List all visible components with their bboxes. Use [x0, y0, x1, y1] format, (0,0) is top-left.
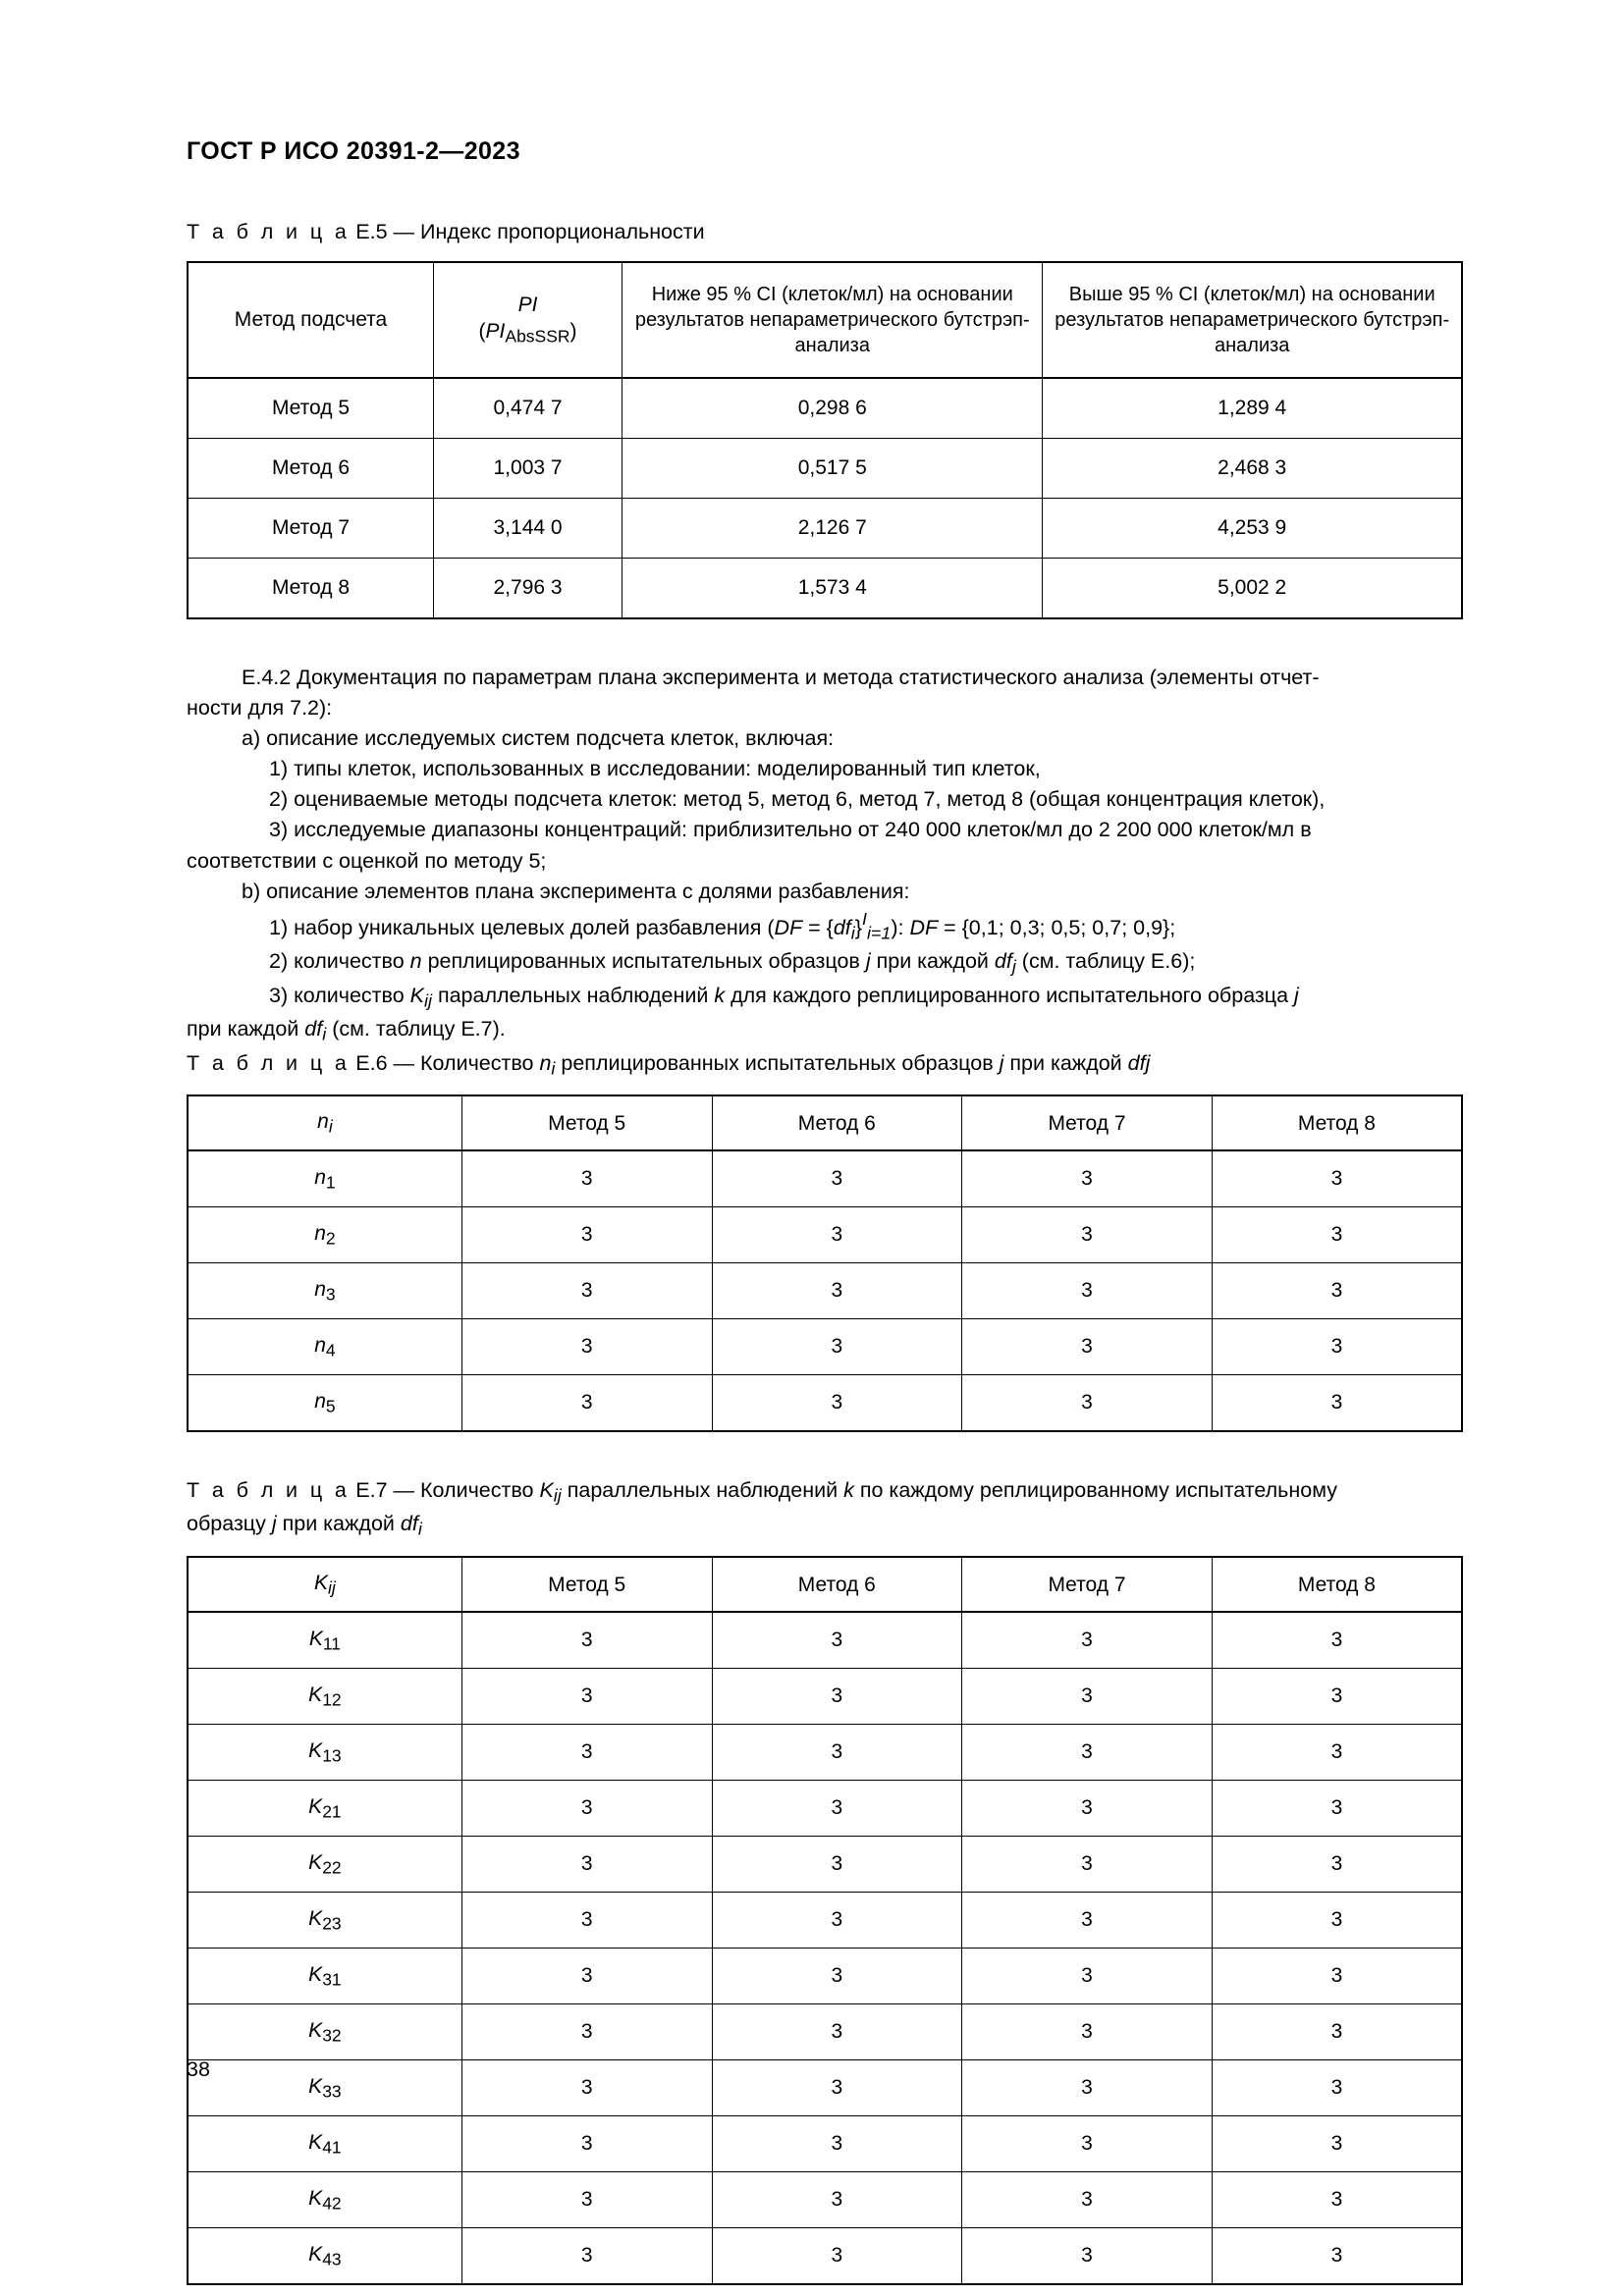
K-symbol: K: [308, 2074, 323, 2098]
K-subscript: 22: [322, 1856, 342, 1877]
paragraph-item-b: b) описание элементов плана эксперимента с долями разбавления:: [242, 879, 910, 903]
table-e7-cell: 3: [962, 2004, 1213, 2060]
table-e6-cell: 3: [461, 1263, 712, 1319]
table-e7-cell: 3: [1212, 1893, 1462, 1949]
K-subscript: 32: [322, 2024, 342, 2045]
df-symbol-1: DF: [774, 915, 803, 939]
table-e7-cell: 3: [1212, 1725, 1462, 1781]
table-row: [188, 558, 1462, 618]
table-e6-caption-number: E.6: [355, 1050, 388, 1075]
table-row: [188, 498, 1462, 558]
table-row: [188, 1781, 1462, 1837]
pi-abs-symbol: PI: [485, 320, 506, 344]
table-e7-cell: 3: [962, 1612, 1213, 1669]
df-symbol-3: DF: [909, 915, 939, 939]
K-subscript: 31: [322, 1968, 342, 1989]
table-e6-header-method-8: Метод 8: [1212, 1095, 1462, 1150]
table-e7-cell: 3: [1212, 2172, 1462, 2228]
table-e6-row-label: [188, 1319, 461, 1375]
table-e6-header-index: [188, 1095, 461, 1150]
table-e5-cell-lower: 0,298 6: [623, 378, 1043, 439]
table-e7-cell: 3: [1212, 1612, 1462, 1669]
table-e7-caption-number: E.7: [355, 1478, 388, 1503]
k-symbol: k: [843, 1478, 854, 1503]
K-subscript: 13: [322, 1744, 342, 1765]
n-symbol: n: [314, 1389, 326, 1413]
K-symbol: K: [308, 2186, 323, 2210]
paragraph-e42: [187, 663, 1463, 693]
table-e5-cell-pi: 0,474 7: [434, 378, 623, 439]
n-symbol: n: [409, 949, 422, 974]
df-symbol: df: [994, 949, 1012, 974]
j-symbol: j: [1294, 983, 1299, 1007]
table-e7-caption-dash: —: [393, 1478, 415, 1503]
page-content: [187, 137, 1463, 2285]
n-subscript: 1: [325, 1172, 336, 1193]
table-e5-cell-lower: 0,517 5: [623, 438, 1043, 498]
table-e6-cell: 3: [712, 1207, 962, 1263]
K-symbol: K: [308, 1794, 323, 1818]
table-e7-cell: 3: [962, 2228, 1213, 2285]
b2-postfix: (см. таблицу E.6);: [1015, 949, 1196, 974]
table-e7-cell: 3: [1212, 2116, 1462, 2172]
table-e5-caption-prefix: Т а б л и ц а: [187, 220, 351, 243]
j-symbol: j: [999, 1050, 1004, 1075]
table-e7-cell: 3: [962, 2116, 1213, 2172]
K-subscript: 21: [322, 1800, 342, 1821]
j-symbol: j: [271, 1512, 277, 1536]
table-row: [188, 1949, 1462, 2004]
b1-eq: = {: [802, 915, 834, 939]
table-e7-cell: 3: [712, 2060, 962, 2116]
table-e5-header-upper-ci: Выше 95 % CI (клеток/мл) на основании результатов непараметрического бутстрэп-анализа: [1043, 262, 1462, 378]
table-e7-cell: 3: [962, 1669, 1213, 1725]
table-e7-cell: 3: [1212, 2060, 1462, 2116]
table-e7-cell: 3: [1212, 2004, 1462, 2060]
df-subscript-i1: i=1: [866, 923, 892, 943]
paragraph-e42-line1: E.4.2 Документация по параметрам плана эксперимента и метода статистического анализа (элементы отчет-: [242, 665, 1320, 689]
table-row: [188, 438, 1462, 498]
table-e7-row-label: [188, 1781, 461, 1837]
K-symbol: K: [409, 983, 424, 1007]
table-e7-cell: 3: [962, 2172, 1213, 2228]
table-e6-cell: 3: [1212, 1150, 1462, 1207]
table-e7-cell: 3: [461, 1612, 712, 1669]
n-subscript: 2: [325, 1228, 336, 1249]
b1-mid: ):: [891, 915, 910, 939]
table-e6-cell: 3: [962, 1150, 1213, 1207]
K-symbol: K: [308, 1850, 323, 1874]
table-e7-cell: 3: [712, 1893, 962, 1949]
df-symbol: dfj: [1127, 1050, 1151, 1075]
table-e7-header-method-5: Метод 5: [461, 1557, 712, 1612]
table-e7-cell: 3: [461, 1669, 712, 1725]
table-e7-caption: [187, 1475, 1463, 1542]
paragraph-item-a3-cont: соответствии с оценкой по методу 5;: [187, 848, 547, 873]
table-e7-cell: 3: [712, 2172, 962, 2228]
table-e7-header-index: [188, 1557, 461, 1612]
table-e5-cell-upper: 2,468 3: [1043, 438, 1462, 498]
b3-mid2: для каждого реплицированного испытательного образца: [725, 983, 1295, 1007]
b3-mid: параллельных наблюдений: [431, 983, 715, 1007]
df-subscript-i: i: [322, 1024, 327, 1044]
table-e6: [187, 1095, 1463, 1432]
table-e7-cell: 3: [461, 2172, 712, 2228]
b3-line2-prefix: при каждой: [187, 1017, 305, 1041]
table-e7: [187, 1556, 1463, 2285]
paragraph-item-a: a) описание исследуемых систем подсчета клеток, включая:: [242, 725, 835, 750]
table-e6-cell: 3: [1212, 1319, 1462, 1375]
df-symbol: df: [304, 1017, 323, 1041]
table-row: [188, 1319, 1462, 1375]
table-e5-cell-upper: 4,253 9: [1043, 498, 1462, 558]
table-e7-cell: 3: [712, 2116, 962, 2172]
b1-brace: }: [854, 915, 862, 939]
table-e5-cell-upper: 1,289 4: [1043, 378, 1462, 439]
table-row: [188, 1837, 1462, 1893]
table-row: [188, 2228, 1462, 2285]
df-symbol-2: df: [833, 915, 851, 939]
pi-symbol: PI: [517, 293, 538, 316]
K-subscript: 33: [322, 2080, 342, 2101]
table-e7-cell: 3: [962, 1949, 1213, 2004]
table-e6-caption-prefix: Т а б л и ц а: [187, 1050, 351, 1075]
table-e5-header-row: [188, 262, 1462, 378]
table-e6-head: [188, 1095, 1462, 1150]
table-e6-header-method-5: Метод 5: [461, 1095, 712, 1150]
table-row: [188, 1375, 1462, 1432]
table-e7-cell: 3: [461, 1837, 712, 1893]
n-symbol: n: [314, 1333, 326, 1357]
table-e7-cell: 3: [1212, 1781, 1462, 1837]
K-subscript: 11: [322, 1632, 342, 1653]
table-e7-row-label: [188, 1837, 461, 1893]
table-e7-cell: 3: [461, 1725, 712, 1781]
table-e5-cell-method: Метод 6: [188, 438, 434, 498]
K-symbol: K: [308, 1962, 323, 1986]
b1-values: = {0,1; 0,3; 0,5; 0,7; 0,9};: [938, 915, 1176, 939]
table-row: [188, 378, 1462, 439]
j-symbol: j: [865, 949, 871, 974]
b2-prefix: 2) количество: [269, 949, 410, 974]
df-superscript-I: I: [861, 908, 867, 929]
table-e6-cell: 3: [962, 1263, 1213, 1319]
table-e6-row-label: [188, 1263, 461, 1319]
table-e7-caption-pre: Количество: [420, 1478, 540, 1503]
table-e7-row-label: [188, 2004, 461, 2060]
table-e6-cell: 3: [962, 1319, 1213, 1375]
table-e7-cell: 3: [461, 1781, 712, 1837]
n-symbol: n: [314, 1277, 326, 1301]
table-e5-cell-pi: 1,003 7: [434, 438, 623, 498]
table-e7-caption-mid2: по каждому реплицированному испытательному: [853, 1478, 1337, 1503]
table-e7-cell: 3: [962, 1893, 1213, 1949]
table-e5-body: [188, 378, 1462, 618]
table-e7-cell: 3: [461, 2116, 712, 2172]
table-e6-row-label: [188, 1150, 461, 1207]
table-e7-cell: 3: [962, 2060, 1213, 2116]
table-e6-body: [188, 1150, 1462, 1431]
K-subscript: 23: [322, 1912, 342, 1933]
page-number: 38: [187, 2057, 210, 2081]
K-subscript-ij: ij: [328, 1577, 336, 1598]
table-row: [188, 2172, 1462, 2228]
table-e7-row-label: [188, 1725, 461, 1781]
b1-prefix: 1) набор уникальных целевых долей разбавления (: [269, 915, 775, 939]
table-e7-cell: 3: [712, 1837, 962, 1893]
table-e7-cell: 3: [461, 2004, 712, 2060]
table-e6-cell: 3: [712, 1375, 962, 1432]
n-subscript: 4: [325, 1340, 336, 1361]
K-subscript: 43: [322, 2248, 342, 2269]
K-symbol: K: [308, 2130, 323, 2154]
b2-mid: реплицированных испытательных образцов: [421, 949, 866, 974]
table-e5-caption-text: Индекс пропорциональности: [420, 220, 705, 243]
df-subscript-i: i: [850, 923, 855, 943]
table-e7-caption-mid: параллельных наблюдений: [561, 1478, 844, 1503]
table-e7-head: [188, 1557, 1462, 1612]
table-e6-cell: 3: [712, 1263, 962, 1319]
paragraph-item-a2: 2) оцениваемые методы подсчета клеток: метод 5, метод 6, метод 7, метод 8 (общая концентрация клеток),: [269, 787, 1326, 812]
table-e7-row-label: [188, 2228, 461, 2285]
table-e7-header-method-7: Метод 7: [962, 1557, 1213, 1612]
table-e5-caption-dash: —: [393, 220, 415, 243]
pi-abs-close: ): [569, 320, 577, 344]
table-e7-cell: 3: [712, 2228, 962, 2285]
table-row: [188, 1263, 1462, 1319]
n-subscript-i: i: [551, 1058, 556, 1079]
table-e7-cell: 3: [1212, 1837, 1462, 1893]
table-e7-caption-line2-mid: при каждой: [276, 1512, 401, 1536]
table-e6-header-row: [188, 1095, 1462, 1150]
paragraph-item-b3-cont: [187, 1014, 1463, 1047]
table-e7-caption-prefix: Т а б л и ц а: [187, 1478, 351, 1503]
K-subscript: 42: [322, 2192, 342, 2213]
table-e5-cell-method: Метод 5: [188, 378, 434, 439]
table-e6-caption: [187, 1048, 1463, 1082]
K-symbol: K: [539, 1478, 554, 1503]
table-e5: [187, 261, 1463, 619]
table-e5-cell-pi: 2,796 3: [434, 558, 623, 618]
table-e7-cell: 3: [461, 2228, 712, 2285]
table-e7-cell: 3: [1212, 1949, 1462, 2004]
table-e6-header-method-7: Метод 7: [962, 1095, 1213, 1150]
n-subscript: 3: [325, 1284, 336, 1305]
K-subscript: 12: [322, 1688, 342, 1709]
n-symbol: n: [314, 1165, 326, 1189]
table-e6-cell: 3: [962, 1207, 1213, 1263]
pi-abs-open: (: [478, 320, 486, 344]
K-symbol: K: [308, 1906, 323, 1930]
n-symbol: n: [314, 1221, 326, 1245]
table-row: [188, 1893, 1462, 1949]
table-e6-cell: 3: [1212, 1207, 1462, 1263]
table-row: [188, 1669, 1462, 1725]
n-subscript: 5: [325, 1396, 336, 1416]
table-e6-caption-dash: —: [393, 1050, 415, 1075]
K-symbol: K: [308, 2018, 323, 2042]
table-row: [188, 2004, 1462, 2060]
table-row: [188, 1207, 1462, 1263]
paragraph-item-b2: [187, 946, 1463, 980]
b3-prefix: 3) количество: [269, 983, 410, 1007]
table-e5-cell-lower: 1,573 4: [623, 558, 1043, 618]
table-e7-caption-line2-pre: образцу: [187, 1512, 272, 1536]
table-e7-header-method-8: Метод 8: [1212, 1557, 1462, 1612]
paragraph-item-a3: 3) исследуемые диапазоны концентраций: приблизительно от 240 000 клеток/мл до 2 200 000 клеток/мл в: [269, 818, 1312, 842]
table-e7-cell: 3: [712, 1669, 962, 1725]
table-e6-cell: 3: [712, 1150, 962, 1207]
table-e6-cell: 3: [461, 1150, 712, 1207]
n-subscript-i: i: [328, 1116, 333, 1137]
df-subscript-j: j: [1011, 956, 1016, 977]
table-e7-cell: 3: [461, 1949, 712, 2004]
table-e7-cell: 3: [712, 1725, 962, 1781]
table-e5-cell-lower: 2,126 7: [623, 498, 1043, 558]
table-e7-cell: 3: [712, 1949, 962, 2004]
K-symbol: K: [314, 1572, 329, 1595]
table-e6-caption-mid2: при каждой: [1003, 1050, 1128, 1075]
K-subscript-ij: ij: [424, 990, 432, 1011]
table-e7-row-label: [188, 1893, 461, 1949]
table-e6-cell: 3: [461, 1319, 712, 1375]
table-e6-cell: 3: [962, 1375, 1213, 1432]
table-e5-header-pi: [434, 262, 623, 378]
b2-mid2: при каждой: [870, 949, 995, 974]
K-symbol: K: [308, 1627, 323, 1650]
table-e7-cell: 3: [461, 2060, 712, 2116]
table-e7-row-label: [188, 2116, 461, 2172]
K-symbol: K: [308, 1738, 323, 1762]
table-e7-cell: 3: [962, 1837, 1213, 1893]
table-e7-row-label: [188, 2060, 461, 2116]
paragraph-e42-cont: ности для 7.2):: [187, 695, 333, 720]
table-e7-body: [188, 1612, 1462, 2284]
body-text-block: [187, 663, 1463, 1048]
paragraph-item-a1: 1) типы клеток, использованных в исследовании: моделированный тип клеток,: [269, 757, 1041, 781]
b3-line2-postfix: (см. таблицу E.7).: [326, 1017, 506, 1041]
table-e6-cell: 3: [461, 1375, 712, 1432]
table-row: [188, 1612, 1462, 1669]
table-row: [188, 2116, 1462, 2172]
table-e7-row-label: [188, 1949, 461, 2004]
table-e6-cell: 3: [461, 1207, 712, 1263]
table-e7-cell: 3: [1212, 1669, 1462, 1725]
table-e6-caption-mid: реплицированных испытательных образцов: [555, 1050, 1000, 1075]
table-e5-header-method: Метод подсчета: [188, 262, 434, 378]
table-e6-header-method-6: Метод 6: [712, 1095, 962, 1150]
table-e7-row-label: [188, 1669, 461, 1725]
table-e6-row-label: [188, 1207, 461, 1263]
table-e7-cell: 3: [962, 1781, 1213, 1837]
table-row: [188, 1725, 1462, 1781]
K-subscript: 41: [322, 2136, 342, 2157]
table-e7-cell: 3: [712, 2004, 962, 2060]
df-subscript-i: i: [417, 1519, 422, 1539]
table-e7-cell: 3: [712, 1781, 962, 1837]
table-e7-header-method-6: Метод 6: [712, 1557, 962, 1612]
paragraph-item-b1: [187, 907, 1463, 946]
K-symbol: K: [308, 2242, 323, 2266]
table-e6-cell: 3: [1212, 1375, 1462, 1432]
n-symbol: n: [539, 1050, 552, 1075]
table-e5-caption-number: E.5: [355, 220, 388, 243]
table-e6-cell: 3: [1212, 1263, 1462, 1319]
table-e5-cell-method: Метод 7: [188, 498, 434, 558]
K-subscript-ij: ij: [553, 1485, 562, 1506]
pi-abs-subscript: AbsSSR: [505, 326, 570, 347]
table-e5-caption: [187, 217, 1463, 247]
table-e7-header-row: [188, 1557, 1462, 1612]
K-symbol: K: [308, 1682, 323, 1706]
table-e6-cell: 3: [712, 1319, 962, 1375]
table-e7-row-label: [188, 2172, 461, 2228]
table-row: [188, 2060, 1462, 2116]
paragraph-item-b3: [187, 981, 1463, 1014]
table-e5-header-lower-ci: Ниже 95 % CI (клеток/мл) на основании результатов непараметрического бутстрэп-анализа: [623, 262, 1043, 378]
table-e7-cell: 3: [712, 1612, 962, 1669]
table-e5-cell-method: Метод 8: [188, 558, 434, 618]
table-e7-row-label: [188, 1612, 461, 1669]
table-e7-cell: 3: [962, 1725, 1213, 1781]
df-symbol: df: [400, 1512, 418, 1536]
table-e5-head: [188, 262, 1462, 378]
table-e7-cell: 3: [1212, 2228, 1462, 2285]
table-e5-cell-pi: 3,144 0: [434, 498, 623, 558]
document-header: ГОСТ Р ИСО 20391-2—2023: [187, 137, 520, 165]
table-e5-cell-upper: 5,002 2: [1043, 558, 1462, 618]
table-e7-cell: 3: [461, 1893, 712, 1949]
k-symbol: k: [714, 983, 726, 1007]
table-row: [188, 1150, 1462, 1207]
n-symbol: n: [317, 1110, 329, 1134]
table-e6-row-label: [188, 1375, 461, 1432]
table-e6-caption-pre: Количество: [420, 1050, 540, 1075]
